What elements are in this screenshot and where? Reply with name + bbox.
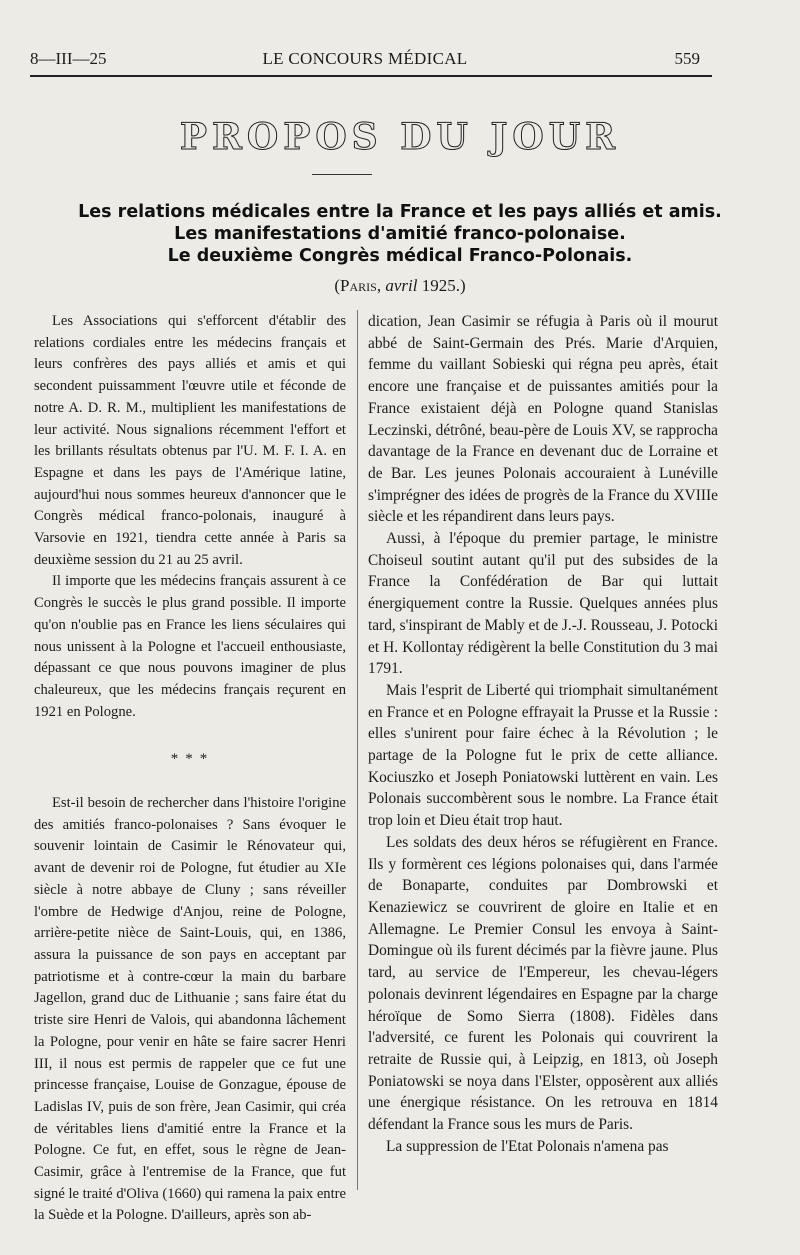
issue-date: 8—III—25 (30, 49, 107, 68)
running-header (30, 49, 700, 73)
paragraph: Il importe que les médecins français assurent à ce Congrès le succès le plus grand possible. Il importe qu'on n'oublie pas en France les liens séculaires qui nous unissent à la Pologne et l'accueil enthousiaste, dépassant ce que nous pouvons imaginer de plus chaleureux, que les médecins français reçurent en 1921 en Pologne. (34, 573, 346, 720)
section-break-asterism: * * * (170, 751, 210, 768)
headline-line-1: Les relations médicales entre la France et les pays alliés et amis. (78, 202, 722, 222)
title-divider (312, 174, 372, 175)
dateline-open: ( (334, 276, 341, 295)
paragraph: Les Associations qui s'efforcent d'établir des relations cordiales entre les médecins français et leurs confrères des pays alliés et amis et qui secondent puissamment l'œuvre utile et féconde de notre A. D. R. M., multiplient les manifestations de leur activité. Nous signalions récemment l'effort et les brillants résultats obtenus par l'U. M. F. I. A. en Espagne et dans les pays de l'Amérique latine, aujourd'hui nous sommes heureux d'annoncer que le Congrès médical franco-polonais, inauguré à Varsovie en 1921, tiendra cette année à Paris sa deuxième session du 21 au 25 avril. (34, 313, 346, 568)
headline-line-3: Le deuxième Congrès médical Franco-Polonais. (167, 246, 633, 266)
paragraph: La suppression de l'Etat Polonais n'amena pas (386, 1137, 669, 1155)
dateline (0, 276, 800, 296)
header-rule (30, 75, 712, 77)
paragraph: Aussi, à l'époque du premier partage, le ministre Choiseul soutint autant qu'il put des subsides de la France la Confédération de Bar qui luttait énergiquement contre la Russie. Quelques années plus tard, s'inspirant de Mably et de J.-J. Rousseau, J. Potocki et H. Kollontay rédigèrent la belle Constitution du 3 mai 1791. (368, 530, 718, 678)
section-title: PROPOS DU JOUR (179, 116, 621, 158)
paragraph: dication, Jean Casimir se réfugia à Paris où il mourut abbé de Saint-Germain des Prés. Marie d'Arquien, femme du vaillant Sobieski qui régna peu après, était encore une française et de puissantes amitiés pour la France existaient déjà en Pologne quand Stanislas Leczinski, détrôné, beau-père de Louis XV, se rapprocha davantage de la France en devenant duc de Lorraine et de Bar. Les jeunes Polonais accouraient à Lunéville s'imprégner des idées de progrès de la France du XVIIIe siècle et les répandirent dans leurs pays. (368, 313, 718, 526)
journal-title: LE CONCOURS MÉDICAL (262, 49, 468, 68)
dateline-year: 1925.) (417, 276, 466, 295)
dateline-month: avril (385, 276, 418, 295)
paragraph: Est-il besoin de rechercher dans l'histoire l'origine des amitiés franco-polonaises ? Sans évoquer le souvenir lointain de Casimir le Rénovateur qui, avant de devenir roi de Pologne, fut étudier au XIe siècle à notre abbaye de Cluny ; sans réveiller l'ombre de Hedwige d'Anjou, reine de Pologne, arrière-petite nièce de Saint-Louis, qui, en 1386, assura la puissance de son pays en acceptant par patriotisme et à contre-cœur la main du barbare Jagellon, grand duc de Lithuanie ; sans faire état du triste sire Henri de Valois, qui abandonna lâchement la Pologne, pour venir en hâte se faire sacrer Henri III, il nous est permis de rappeler que ce fut une princesse française, Louise de Gonzague, épouse de Ladislas IV, puis de son frère, Jean Casimir, qui créa de véritables liens d'amitié entre la France et la Pologne. Ce fut, en effet, sous le règne de Jean-Casimir, grâce à l'entremise de la France, que fut signé le traité d'Oliva (1660) qui ramena la paix entre la Suède et la Pologne. D'ailleurs, après son ab- (34, 795, 346, 1224)
dateline-sep: , (376, 276, 386, 295)
dateline-place: Paris (340, 276, 377, 295)
paragraph: Les soldats des deux héros se réfugièrent en France. Ils y formèrent ces légions polonaises qui, dans l'armée de Bonaparte, conduites par Dombrowski et Kenaziewicz se couvrirent de gloire en Italie et en Allemagne. Le Premier Consul les envoya à Saint-Domingue où ils furent décimés par la fièvre jaune. Plus tard, au service de l'Empereur, les chevau-légers polonais devinrent légendaires en Espagne par la charge héroïque de Somo Sierra (1808). Fidèles dans l'adversité, ce furent les Polonais qui couvrirent la retraite de Russie qui, à Leipzig, en 1813, où Joseph Poniatowski se noya dans l'Elster, opposèrent aux alliés une énergique résistance. On les retrouva en 1814 défendant la France sous les murs de Paris. (368, 833, 718, 1134)
headline-line-2: Les manifestations d'amitié franco-polonaise. (174, 224, 626, 244)
column-divider (357, 310, 358, 1190)
left-column (34, 311, 346, 1227)
page-number: 559 (674, 49, 700, 68)
paragraph: Mais l'esprit de Liberté qui triomphait simultanément en France et en Pologne effrayait la Prusse et la Russie : elles s'unirent pour faire échec à la Révolution ; le partage de la Pologne fut le prix de cette alliance. Kociuszko et Joseph Poniatowski luttèrent en vain. Les Polonais succombèrent sous le nombre. La France était trop loin et Dieu était trop haut. (368, 681, 718, 830)
right-column (368, 311, 718, 1157)
